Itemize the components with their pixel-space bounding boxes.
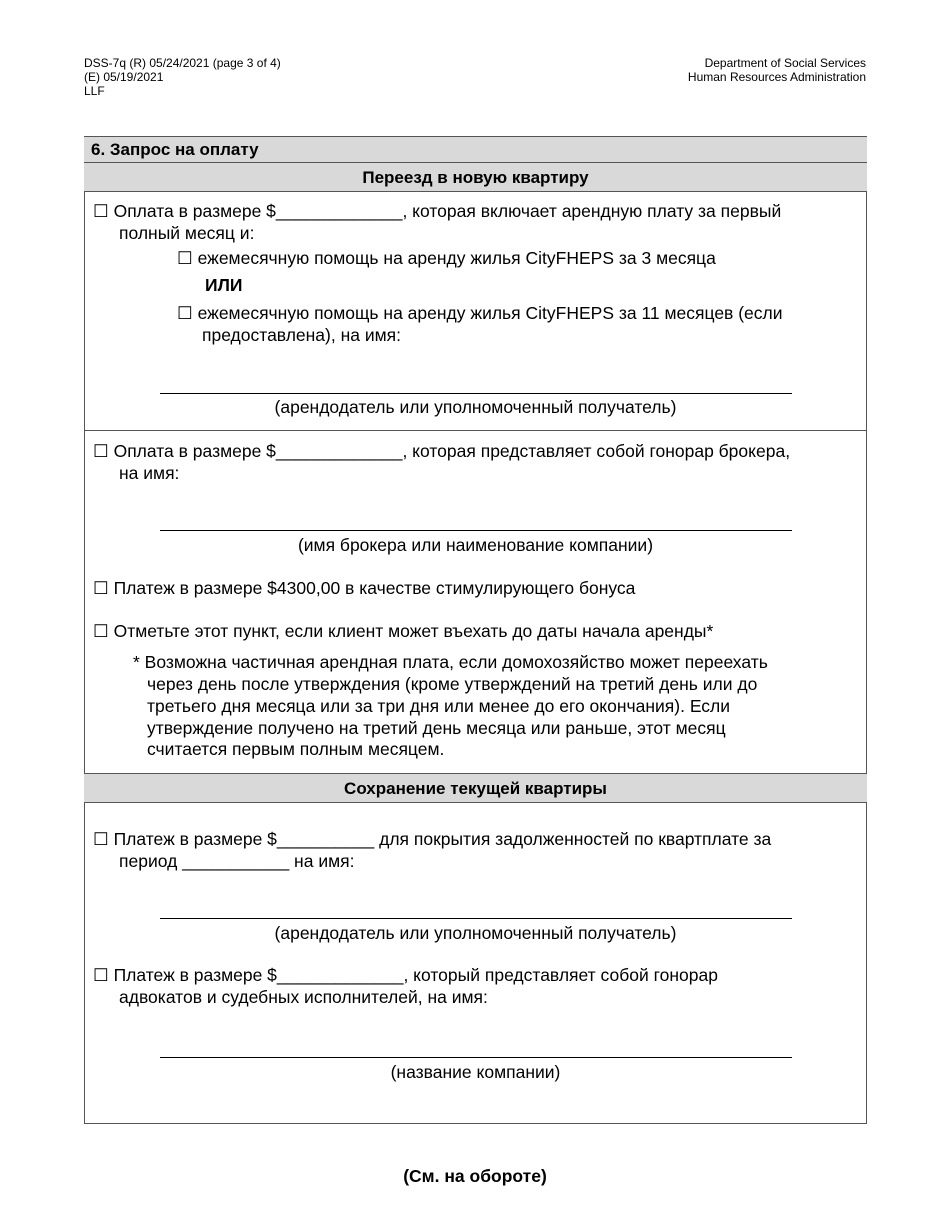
item4-text: Отметьте этот пункт, если клиент может въехать до даты начала аренды* (113, 621, 714, 641)
caption-company: (название компании) (390, 1062, 561, 1082)
checkbox[interactable]: ☐ (177, 248, 193, 268)
checkbox[interactable]: ☐ (93, 965, 109, 985)
note-line: считается первым полным месяцем. (147, 739, 445, 759)
item4-checkbox-row[interactable] (93, 620, 713, 642)
caption-landlord: (арендодатель или уполномоченный получатель) (274, 397, 677, 417)
item1-text: Оплата в размере $_____________, которая включает арендную плату за первый (113, 201, 782, 221)
note-line: через день после утверждения (кроме утверждений на третий день или до (147, 674, 758, 694)
section-title: 6. Запрос на оплату (84, 136, 867, 163)
checkbox[interactable]: ☐ (177, 303, 193, 323)
item5-text: Платеж в размере $__________ для покрытия задолженностей по квартплате за (113, 829, 772, 849)
signature-line-company[interactable] (160, 1057, 792, 1058)
note-line: третьего дня месяца или за три дня или менее до его окончания). Если (147, 696, 731, 716)
item2-text-cont: на имя: (119, 463, 180, 483)
form-id: DSS-7q (R) 05/24/2021 (page 3 of 4) (84, 56, 281, 70)
sub1-checkbox-row[interactable] (177, 247, 716, 269)
see-reverse-note: (См. на обороте) (403, 1166, 547, 1186)
form-id-block (84, 56, 281, 98)
item6-text: Платеж в размере $_____________, который представляет собой гонорар (113, 965, 718, 985)
item1-text-cont: полный месяц и: (119, 223, 255, 243)
checkbox[interactable]: ☐ (93, 829, 109, 849)
sub1-text: ежемесячную помощь на аренду жилья CityFHEPS за 3 месяца (197, 248, 716, 268)
sub2-text-cont: предоставлена), на имя: (202, 325, 401, 345)
form-edition: (E) 05/19/2021 (84, 70, 164, 84)
sub2-text: ежемесячную помощь на аренду жилья CityFHEPS за 11 месяцев (если (197, 303, 783, 323)
divider (84, 430, 867, 431)
agency-block (688, 56, 866, 84)
checkbox[interactable]: ☐ (93, 578, 109, 598)
sub2-checkbox-row[interactable] (177, 302, 783, 324)
item1-checkbox-row[interactable] (93, 200, 781, 222)
item2-text: Оплата в размере $_____________, которая представляет собой гонорар брокера, (113, 441, 791, 461)
note-line: утверждение получено на третий день месяца или раньше, этот месяц (147, 718, 726, 738)
move-header: Переезд в новую квартиру (84, 162, 867, 192)
administration-name: Human Resources Administration (687, 70, 866, 84)
caption-landlord-2: (арендодатель или уполномоченный получатель) (274, 923, 677, 943)
item5-checkbox-row[interactable] (93, 828, 771, 850)
checkbox[interactable]: ☐ (93, 441, 109, 461)
item2-checkbox-row[interactable] (93, 440, 790, 462)
note-line: * Возможна частичная арендная плата, если домохозяйство может переехать (133, 652, 768, 672)
or-label: ИЛИ (205, 275, 243, 295)
checkbox[interactable]: ☐ (93, 621, 109, 641)
item6-text-cont: адвокатов и судебных исполнителей, на имя: (119, 987, 488, 1007)
keep-header: Сохранение текущей квартиры (84, 773, 867, 803)
signature-line-landlord[interactable] (160, 393, 792, 394)
department-name: Department of Social Services (704, 56, 866, 70)
item5-text-cont: период ___________ на имя: (119, 851, 355, 871)
language-code: LLF (84, 84, 105, 98)
checkbox[interactable]: ☐ (93, 201, 109, 221)
caption-broker: (имя брокера или наименование компании) (297, 535, 654, 555)
signature-line-landlord-2[interactable] (160, 918, 792, 919)
item3-text: Платеж в размере $4300,00 в качестве стимулирующего бонуса (113, 578, 636, 598)
item6-checkbox-row[interactable] (93, 964, 718, 986)
item3-checkbox-row[interactable] (93, 577, 635, 599)
signature-line-broker[interactable] (160, 530, 792, 531)
